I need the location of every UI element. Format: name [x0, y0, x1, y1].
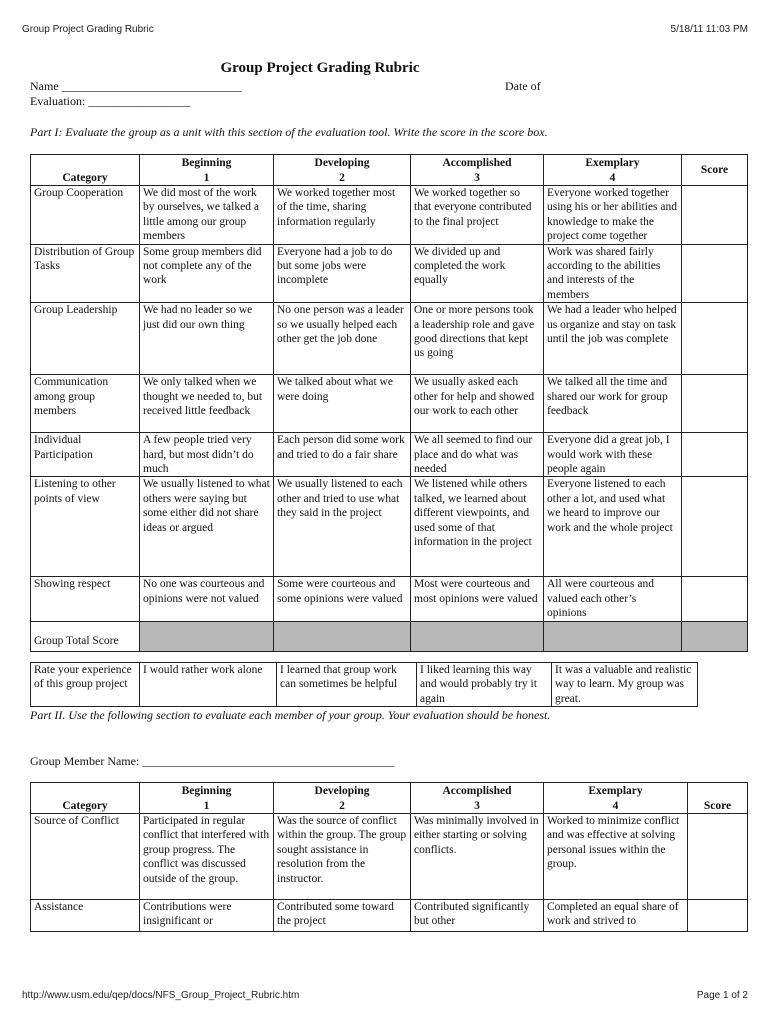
table-row — [31, 577, 748, 621]
experience-row — [31, 663, 698, 707]
cell-exemplary: Everyone worked together using his or her abilities and knowledge to make the project come together — [544, 186, 682, 245]
member-name-line[interactable]: __________________________________________ — [142, 754, 395, 768]
cell-exemplary: Everyone did a great job, I would work with these people again — [544, 433, 682, 477]
cell-accomplished: We listened while others talked, we learned about different viewpoints, and used some of that information in the project — [411, 477, 544, 577]
col-exemplary: Exemplary 4 — [544, 155, 682, 186]
cell-developing: We talked about what we were doing — [274, 375, 411, 433]
table-row — [31, 900, 748, 932]
evaluation-line[interactable]: _________________ — [88, 94, 191, 108]
total-shaded-cell — [544, 621, 682, 651]
cell-accomplished: We divided up and completed the work equally — [411, 244, 544, 303]
print-header-title: Group Project Grading Rubric — [22, 24, 154, 35]
cell-beginning: Some group members did not complete any of the work — [140, 244, 274, 303]
cell-developing: No one person was a leader so we usually helped each other get the job done — [274, 303, 411, 375]
row-category: Showing respect — [31, 577, 140, 621]
cell-accomplished: Was minimally involved in either starting or solving conflicts. — [411, 814, 544, 900]
experience-option[interactable]: I learned that group work can sometimes be helpful — [277, 663, 417, 707]
cell-developing: Each person did some work and tried to do a fair share — [274, 433, 411, 477]
date-label: Date of — [505, 79, 541, 93]
row-category: Assistance — [31, 900, 140, 932]
table-row — [31, 433, 748, 477]
col-accomplished: Accomplished 3 — [411, 783, 544, 814]
cell-exemplary: Work was shared fairly according to the abilities and interests of the members — [544, 244, 682, 303]
cell-accomplished: We worked together so that everyone contributed to the final project — [411, 186, 544, 245]
cell-beginning: A few people tried very hard, but most didn’t do much — [140, 433, 274, 477]
cell-beginning: Contributions were insignificant or — [140, 900, 274, 932]
name-label: Name — [30, 79, 59, 93]
part1-instructions: Part I: Evaluate the group as a unit with this section of the evaluation tool. Write the score in the score box. — [30, 125, 548, 139]
cell-developing: Everyone had a job to do but some jobs were incomplete — [274, 244, 411, 303]
total-shaded-cell — [411, 621, 544, 651]
table-row — [31, 244, 748, 303]
member-name-row — [30, 754, 394, 768]
name-line[interactable]: ______________________________ — [61, 79, 242, 93]
row-category: Group Cooperation — [31, 186, 140, 245]
part2-instructions: Part II. Use the following section to evaluate each member of your group. Your evaluation should be honest. — [30, 708, 551, 722]
table-row — [31, 303, 748, 375]
cell-developing: Contributed some toward the project — [274, 900, 411, 932]
cell-accomplished: We usually asked each other for help and showed our work to each other — [411, 375, 544, 433]
cell-exemplary: Everyone listened to each other a lot, and used what we heard to improve our work and the whole project — [544, 477, 682, 577]
cell-developing: We worked together most of the time, sharing information regularly — [274, 186, 411, 245]
row-category: Listening to other points of view — [31, 477, 140, 577]
print-footer-page: Page 1 of 2 — [696, 990, 748, 1001]
table-row — [31, 186, 748, 245]
col-category: Category — [31, 783, 140, 814]
total-row — [31, 621, 748, 651]
cell-beginning: We only talked when we thought we needed to, but received little feedback — [140, 375, 274, 433]
member-name-label: Group Member Name: — [30, 754, 140, 768]
row-category: Source of Conflict — [31, 814, 140, 900]
experience-option[interactable]: It was a valuable and realistic way to learn. My group was great. — [552, 663, 698, 707]
experience-option[interactable]: I would rather work alone — [140, 663, 277, 707]
cell-beginning: Participated in regular conflict that interfered with group progress. The conflict was discussed outside of the group. — [140, 814, 274, 900]
evaluation-label: Evaluation: — [30, 94, 86, 108]
experience-option[interactable]: I liked learning this way and would probably try it again — [417, 663, 552, 707]
cell-beginning: We usually listened to what others were saying but some either did not share ideas or argued — [140, 477, 274, 577]
cell-accomplished: We all seemed to find our place and do what was needed — [411, 433, 544, 477]
print-header-datetime: 5/18/11 11:03 PM — [670, 24, 748, 35]
row-category: Distribution of Group Tasks — [31, 244, 140, 303]
cell-beginning: We did most of the work by ourselves, we talked a little among our group members — [140, 186, 274, 245]
score-box[interactable] — [688, 814, 748, 900]
col-accomplished: Accomplished 3 — [411, 155, 544, 186]
col-beginning: Beginning 1 — [140, 783, 274, 814]
cell-accomplished: Contributed significantly but other — [411, 900, 544, 932]
part1-rubric-table — [30, 154, 748, 652]
experience-label: Rate your experience of this group project — [31, 663, 140, 707]
cell-accomplished: One or more persons took a leadership role and gave good directions that kept us going — [411, 303, 544, 375]
print-footer-url[interactable]: http://www.usm.edu/qep/docs/NFS_Group_Project_Rubric.htm — [22, 990, 300, 1001]
page-title: Group Project Grading Rubric — [220, 60, 420, 76]
cell-beginning: We had no leader so we just did our own thing — [140, 303, 274, 375]
cell-exemplary: Completed an equal share of work and strived to — [544, 900, 688, 932]
col-score: Score — [682, 155, 748, 186]
table-row — [31, 814, 748, 900]
header-row — [31, 783, 748, 814]
cell-exemplary: Worked to minimize conflict and was effective at solving personal issues within the group. — [544, 814, 688, 900]
score-box[interactable] — [682, 303, 748, 375]
row-category: Group Leadership — [31, 303, 140, 375]
score-box[interactable] — [682, 244, 748, 303]
cell-developing: Some were courteous and some opinions were valued — [274, 577, 411, 621]
col-developing: Developing 2 — [274, 783, 411, 814]
cell-developing: We usually listened to each other and tried to use what they said in the project — [274, 477, 411, 577]
total-shaded-cell — [274, 621, 411, 651]
score-box[interactable] — [682, 577, 748, 621]
score-box[interactable] — [682, 375, 748, 433]
cell-beginning: No one was courteous and opinions were not valued — [140, 577, 274, 621]
cell-exemplary: We had a leader who helped us organize and stay on task until the job was complete — [544, 303, 682, 375]
table-row — [31, 375, 748, 433]
cell-developing: Was the source of conflict within the group. The group sought assistance in resolution from the instructor. — [274, 814, 411, 900]
cell-exemplary: We talked all the time and shared our work for group feedback — [544, 375, 682, 433]
total-label: Group Total Score — [31, 621, 140, 651]
total-shaded-cell — [140, 621, 274, 651]
evaluation-field-row — [30, 94, 190, 108]
score-box[interactable] — [682, 186, 748, 245]
table-row — [31, 477, 748, 577]
col-category: Category — [31, 155, 140, 186]
experience-rating-table — [30, 662, 698, 707]
header-row — [31, 155, 748, 186]
col-score: Score — [688, 783, 748, 814]
col-developing: Developing 2 — [274, 155, 411, 186]
row-category: Communication among group members — [31, 375, 140, 433]
cell-exemplary: All were courteous and valued each other’s opinions — [544, 577, 682, 621]
score-box[interactable] — [682, 433, 748, 477]
cell-accomplished: Most were courteous and most opinions were valued — [411, 577, 544, 621]
part2-rubric-table — [30, 782, 748, 932]
col-exemplary: Exemplary 4 — [544, 783, 688, 814]
score-box[interactable] — [688, 900, 748, 932]
total-score-box[interactable] — [682, 621, 748, 651]
score-box[interactable] — [682, 477, 748, 577]
col-beginning: Beginning 1 — [140, 155, 274, 186]
row-category: Individual Participation — [31, 433, 140, 477]
name-field-row — [30, 79, 242, 93]
